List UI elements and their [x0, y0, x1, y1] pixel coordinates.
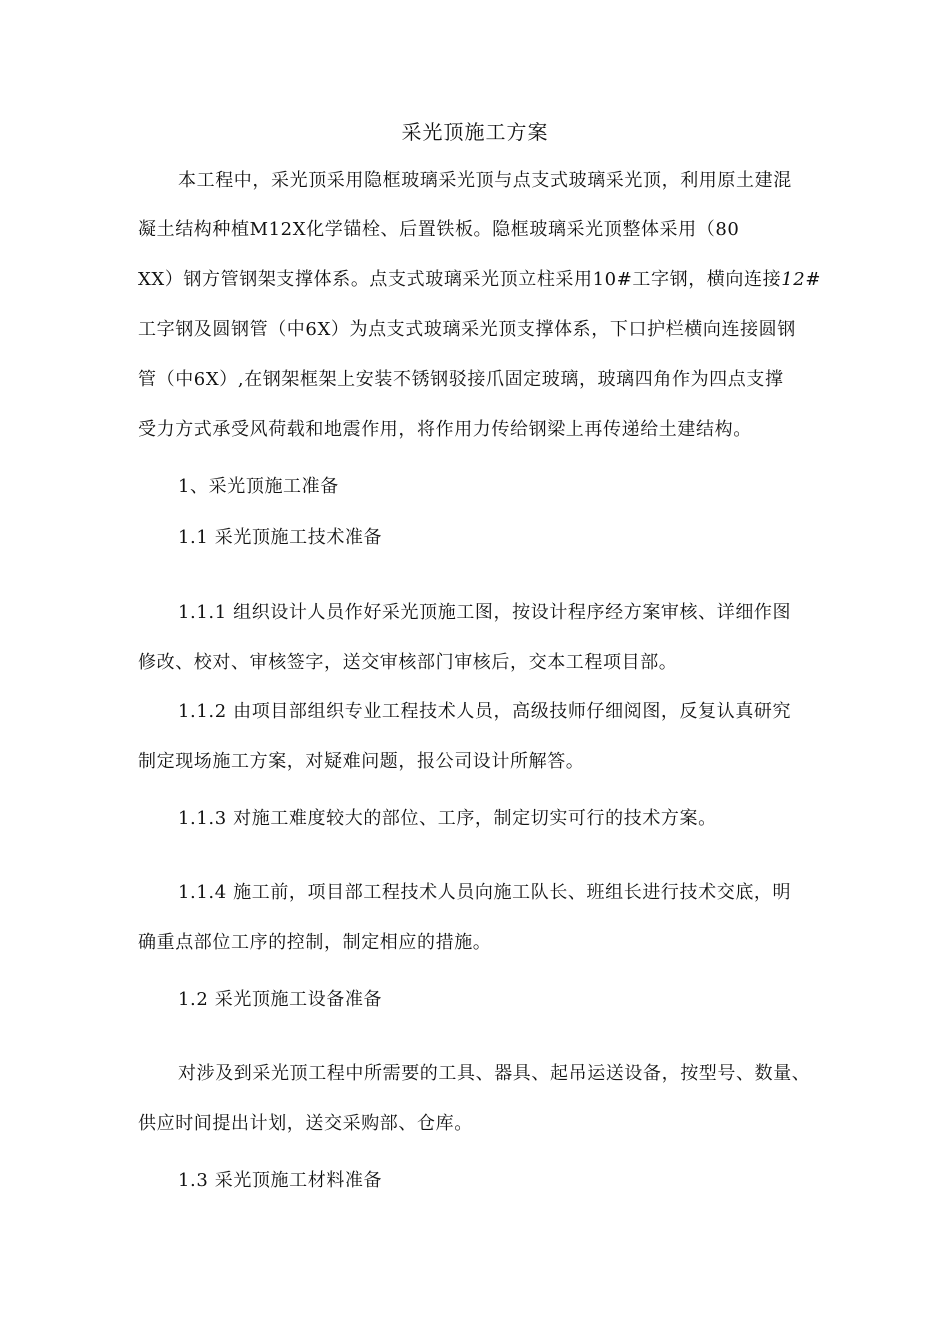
intro-line-5: 管（中6X）,在钢架框架上安装不锈钢驳接爪固定玻璃，玻璃四角作为四点支撑: [138, 369, 784, 390]
intro-line-2: 凝土结构种植M12X化学锚栓、后置铁板。隐框玻璃采光顶整体采用（80: [138, 219, 740, 240]
paragraph-1-1-4-line-1: 1.1.4 施工前，项目部工程技术人员向施工队长、班组长进行技术交底，明: [178, 882, 792, 903]
heading-1-3: 1.3 采光顶施工材料准备: [178, 1170, 383, 1191]
paragraph-1-1-1-line-2: 修改、校对、审核签字，送交审核部门审核后，交本工程项目部。: [138, 652, 678, 673]
paragraph-1-1-2-line-1: 1.1.2 由项目部组织专业工程技术人员，高级技师仔细阅图，反复认真研究: [178, 701, 792, 722]
heading-1-2: 1.2 采光顶施工设备准备: [178, 989, 383, 1010]
heading-1-1: 1.1 采光顶施工技术准备: [178, 527, 383, 548]
intro-line-3-text: XX）钢方管钢架支撑体系。点支式玻璃采光顶立柱采用10#工字钢，横向连接: [138, 269, 782, 290]
intro-line-4: 工字钢及圆钢管（中6X）为点支式玻璃采光顶支撑体系，下口护栏横向连接圆钢: [138, 319, 796, 340]
intro-line-3: [138, 268, 821, 292]
paragraph-1-1-4-line-2: 确重点部位工序的控制，制定相应的措施。: [138, 932, 492, 953]
document-title: 采光顶施工方案: [401, 120, 549, 144]
intro-line-6: 受力方式承受风荷载和地震作用，将作用力传给钢梁上再传递给土建结构。: [138, 419, 752, 440]
heading-1: 1、采光顶施工准备: [178, 476, 339, 497]
paragraph-1-1-3-line-1: 1.1.3 对施工难度较大的部位、工序，制定切实可行的技术方案。: [178, 808, 717, 829]
paragraph-1-2-line-2: 供应时间提出计划，送交采购部、仓库。: [138, 1113, 473, 1134]
paragraph-1-1-1-line-1: 1.1.1 组织设计人员作好采光顶施工图，按设计程序经方案审核、详细作图: [178, 602, 792, 623]
intro-line-1: 本工程中，采光顶采用隐框玻璃采光顶与点支式玻璃采光顶，利用原土建混: [178, 170, 792, 191]
paragraph-1-1-2-line-2: 制定现场施工方案，对疑难问题，报公司设计所解答。: [138, 751, 585, 772]
intro-line-3-italic: 12#: [781, 269, 822, 290]
paragraph-1-2-line-1: 对涉及到采光顶工程中所需要的工具、器具、起吊运送设备，按型号、数量、: [178, 1063, 811, 1084]
